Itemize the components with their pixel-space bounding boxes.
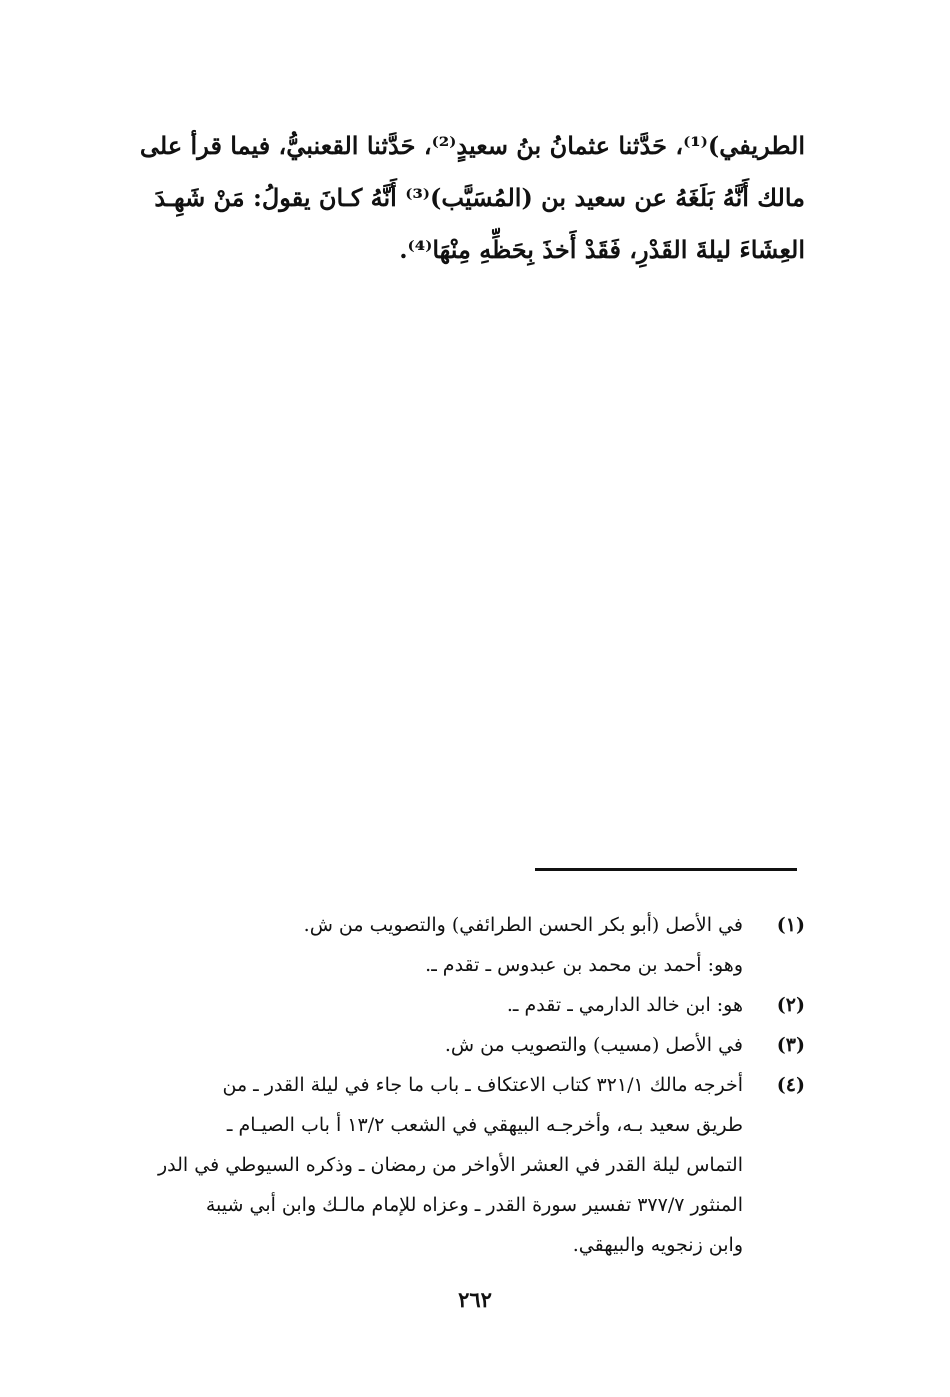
footnote-number: (٤) <box>776 1074 805 1096</box>
main-text-line: الطريفي)⁽¹⁾، حَدَّثنا عثمانُ بنُ سعيدٍ⁽²⁾، حَدَّثنا القعنبيُّ، فيما قرأ على <box>139 131 805 160</box>
footnote-line: التماس ليلة القدر في العشر الأواخر من رمضان ـ وذكره السيوطي في الدر <box>157 1154 743 1176</box>
footnote-line: هو: ابن خالد الدارمي ـ تقدم ـ. <box>506 994 743 1016</box>
footnote-line: في الأصل (مسيب) والتصويب من ش. <box>444 1034 743 1056</box>
footnote-line: وهو: أحمد بن محمد بن عبدوس ـ تقدم ـ. <box>425 954 743 976</box>
footnote-number: (١) <box>776 914 805 936</box>
main-text-block <box>105 120 805 276</box>
page-number: ٢٦٢ <box>458 1287 492 1312</box>
footnote-separator <box>535 868 797 871</box>
footnote-line: طريق سعيد بـه، وأخرجـه البيهقي في الشعب ١٣/٢ أ باب الصيـام ـ <box>226 1114 743 1136</box>
footnote-2 <box>105 985 805 1025</box>
footnote-1 <box>105 905 805 985</box>
footnote-4 <box>105 1065 805 1265</box>
footnote-line: أخرجه مالك ٣٢١/١ كتاب الاعتكاف ـ باب ما جاء في ليلة القدر ـ من <box>222 1074 743 1096</box>
footnote-number: (٢) <box>776 994 805 1016</box>
footnote-number: (٣) <box>776 1034 805 1056</box>
footnote-line: المنثور ٣٧٧/٧ تفسير سورة القدر ـ وعزاه للإمام مالـك وابن أبي شيبة <box>205 1194 743 1216</box>
footnotes-block <box>105 905 805 1265</box>
main-text-line: العِشَاءَ ليلةَ القَدْرِ، فَقَدْ أَخذَ بِحَظِّهِ مِنْهَا⁽⁴⁾. <box>399 235 805 264</box>
main-text-line: مالك أَنَّهُ بَلَغَهُ عن سعيد بن (المُسَيَّب)⁽³⁾ أَنَّهُ كـانَ يقولُ: مَنْ شَهِـدَ <box>154 183 805 212</box>
footnote-line: في الأصل (أبو بكر الحسن الطرائفي) والتصويب من ش. <box>303 914 743 936</box>
footnote-line: وابن زنجويه والبيهقي. <box>572 1234 743 1256</box>
footnote-3 <box>105 1025 805 1065</box>
